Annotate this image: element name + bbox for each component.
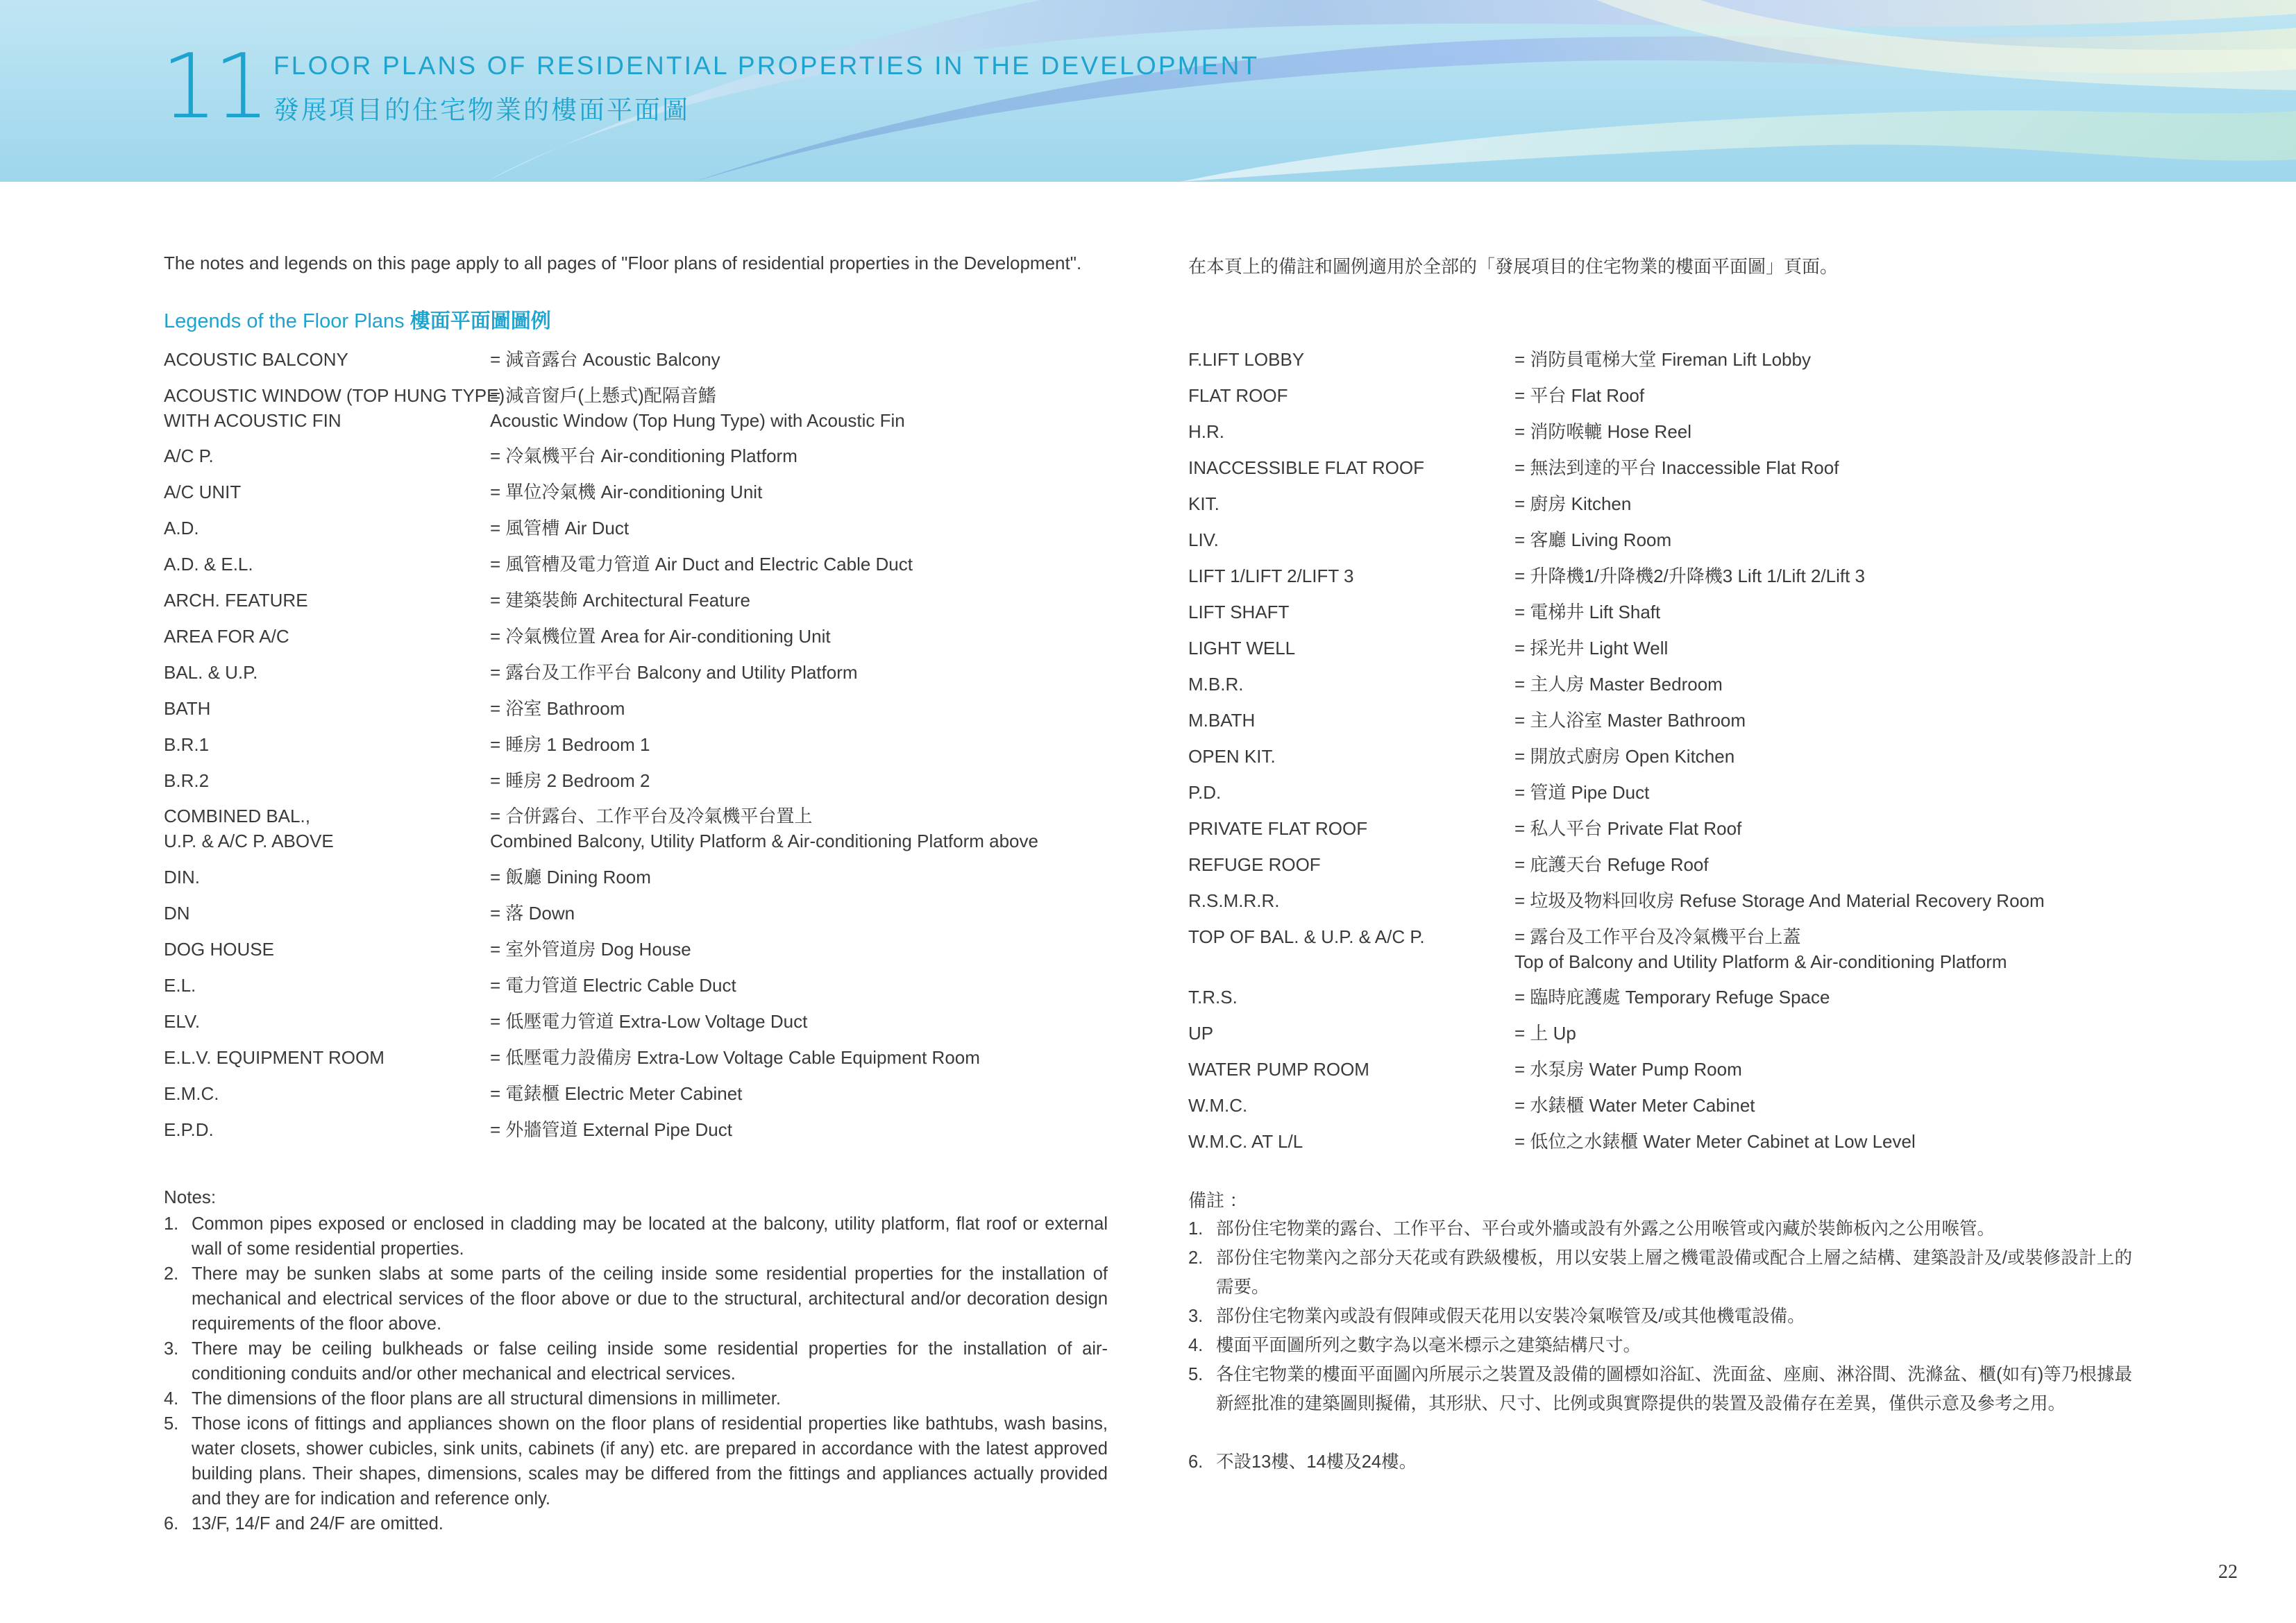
- legend-desc: = 水泵房 Water Pump Room: [1514, 1059, 1742, 1080]
- note-item: [164, 1386, 1108, 1411]
- legend-code: W.M.C.: [1188, 1095, 1248, 1116]
- legend-code: H.R.: [1188, 421, 1224, 442]
- legend-code: REFUGE ROOF: [1188, 854, 1321, 875]
- legend-desc: = 落 Down: [490, 903, 575, 924]
- legend-desc: = 廚房 Kitchen: [1514, 493, 1632, 514]
- legend-code: KIT.: [1188, 493, 1219, 514]
- legend-desc: = 上 Up: [1514, 1023, 1576, 1044]
- note-number: 3.: [164, 1339, 179, 1359]
- legend-code: BATH: [164, 698, 211, 719]
- legend-code: E.L.V. EQUIPMENT ROOM: [164, 1047, 385, 1068]
- legend-desc: = 低位之水錶櫃 Water Meter Cabinet at Low Level: [1514, 1131, 1916, 1152]
- legend-code: WATER PUMP ROOM: [1188, 1059, 1369, 1080]
- intro-text-zh: 在本頁上的備註和圖例適用於全部的「發展項目的住宅物業的樓面平面圖」頁面。: [1188, 256, 1839, 277]
- note-text: 各住宅物業的樓面平面圖內所展示之裝置及設備的圖標如浴缸、洗面盆、座廁、淋浴間、洗滌盆、櫃(如有)等乃根據最新經批准的建築圖則擬備，其形狀、尺寸、比例或與實際提供的裝置及設備存在差異，僅供示意及參考之用。: [1216, 1365, 2132, 1413]
- note-number: 5.: [164, 1414, 179, 1434]
- legend-code: E.M.C.: [164, 1083, 219, 1104]
- note-number: 6.: [164, 1514, 179, 1533]
- legend-desc: = 風管槽及電力管道 Air Duct and Electric Cable Duct: [490, 554, 913, 575]
- legend-heading: [164, 305, 551, 334]
- note-item: [164, 1212, 1108, 1261]
- legend-code: B.R.2: [164, 770, 210, 791]
- legend-desc: = 無法到達的平台 Inaccessible Flat Roof: [1514, 457, 1839, 478]
- legend-code: E.L.: [164, 975, 196, 996]
- legend-code: DIN.: [164, 867, 200, 887]
- note-item: [1188, 1447, 2132, 1477]
- section-number: 11: [161, 35, 266, 139]
- note-item: [164, 1261, 1108, 1336]
- legend-heading-zh: 樓面平面圖圖例: [410, 310, 551, 332]
- legend-desc: = 消防員電梯大堂 Fireman Lift Lobby: [1514, 349, 1811, 370]
- legend-desc: = 露台及工作平台 Balcony and Utility Platform: [490, 662, 858, 683]
- note-item: [1188, 1331, 2132, 1360]
- legend-code: A.D. & E.L.: [164, 554, 253, 575]
- note-number: 3.: [1188, 1307, 1204, 1326]
- legend-code: DN: [164, 903, 190, 924]
- note-item: [164, 1411, 1108, 1511]
- legend-desc: = 冷氣機位置 Area for Air-conditioning Unit: [490, 626, 831, 647]
- legend-code: ELV.: [164, 1011, 201, 1032]
- note-text: 部份住宅物業的露台、工作平台、平台或外牆或設有外露之公用喉管或內藏於裝飾板內之公用喉管。: [1216, 1219, 1995, 1239]
- legend-desc: = 睡房 1 Bedroom 1: [490, 734, 650, 755]
- note-number: 5.: [1188, 1365, 1204, 1384]
- note-text: There may be sunken slabs at some parts of the ceiling inside some residential properties for the installation of mechanical and electrical services of the floor above or due to the structural, architectural and/or decoration design requirements of the floor above.: [192, 1264, 1108, 1334]
- legend-code: ACOUSTIC WINDOW (TOP HUNG TYPE) WITH ACOUSTIC FIN: [164, 385, 505, 431]
- note-text: 部份住宅物業內或設有假陣或假天花用以安裝冷氣喉管及/或其他機電設備。: [1216, 1307, 1805, 1326]
- note-item: [1188, 1243, 2132, 1302]
- note-text: 13/F, 14/F and 24/F are omitted.: [192, 1514, 444, 1533]
- section-title-en: FLOOR PLANS OF RESIDENTIAL PROPERTIES IN THE DEVELOPMENT: [273, 51, 1260, 80]
- legend-desc: = 客廳 Living Room: [1514, 529, 1672, 550]
- notes-title-en: Notes:: [164, 1187, 217, 1207]
- legend-code: ACOUSTIC BALCONY: [164, 349, 348, 370]
- legend-code: A/C P.: [164, 445, 214, 466]
- legend-desc: = 睡房 2 Bedroom 2: [490, 770, 650, 791]
- legend-code: COMBINED BAL., U.P. & A/C P. ABOVE: [164, 806, 334, 851]
- legend-desc: = 外牆管道 External Pipe Duct: [490, 1119, 732, 1140]
- legend-desc: = 電錶櫃 Electric Meter Cabinet: [490, 1083, 743, 1104]
- section-title-zh: 發展項目的住宅物業的樓面平面圖: [273, 96, 690, 124]
- legend-desc: = 開放式廚房 Open Kitchen: [1514, 746, 1735, 767]
- legend-desc: = 電梯井 Lift Shaft: [1514, 602, 1661, 622]
- legend-code: T.R.S.: [1188, 987, 1238, 1008]
- legend-code: OPEN KIT.: [1188, 746, 1276, 767]
- legend-desc: = 升降機1/升降機2/升降機3 Lift 1/Lift 2/Lift 3: [1514, 566, 1866, 586]
- legend-desc: = 主人浴室 Master Bathroom: [1514, 710, 1746, 731]
- note-number: 4.: [1188, 1336, 1204, 1355]
- note-item: [164, 1511, 1108, 1536]
- intro-text-en: The notes and legends on this page apply to all pages of "Floor plans of residential properties in the Development".: [164, 253, 1082, 273]
- legend-desc: = 減音窗戶(上懸式)配隔音鰭 Acoustic Window (Top Hung Type) with Acoustic Fin: [490, 385, 905, 431]
- legend-desc: = 風管槽 Air Duct: [490, 518, 630, 538]
- legend-code: M.BATH: [1188, 710, 1256, 731]
- note-number: 1.: [164, 1214, 179, 1234]
- legend-desc: = 低壓電力設備房 Extra-Low Voltage Cable Equipment Room: [490, 1047, 980, 1068]
- legend-desc: = 露台及工作平台及冷氣機平台上蓋 Top of Balcony and Utility Platform & Air-conditioning Platform: [1514, 926, 2007, 972]
- legend-code: LIV.: [1188, 529, 1219, 550]
- legend-desc: = 浴室 Bathroom: [490, 698, 625, 719]
- legend-code: INACCESSIBLE FLAT ROOF: [1188, 457, 1425, 478]
- legend-desc: = 臨時庇護處 Temporary Refuge Space: [1514, 987, 1830, 1008]
- legend-code: LIFT 1/LIFT 2/LIFT 3: [1188, 566, 1354, 586]
- legend-code: M.B.R.: [1188, 674, 1244, 695]
- note-item: [164, 1336, 1108, 1386]
- note-text: 部份住宅物業內之部分天花或有跌級樓板，用以安裝上層之機電設備或配合上層之結構、建築設計及/或裝修設計上的需要。: [1216, 1248, 2132, 1297]
- legend-desc: = 室外管道房 Dog House: [490, 939, 691, 960]
- legend-code: F.LIFT LOBBY: [1188, 349, 1305, 370]
- note-text: 樓面平面圖所列之數字為以毫米標示之建築結構尺寸。: [1216, 1336, 1641, 1355]
- note-number: 2.: [1188, 1248, 1204, 1268]
- note-text: Common pipes exposed or enclosed in cladding may be located at the balcony, utility platform, flat roof or external wall of some residential properties.: [192, 1214, 1108, 1259]
- header-banner: [0, 0, 2296, 182]
- legend-code: W.M.C. AT L/L: [1188, 1131, 1303, 1152]
- legend-desc: = 垃圾及物料回收房 Refuse Storage And Material Recovery Room: [1514, 890, 2045, 911]
- legend-desc: = 建築裝飾 Architectural Feature: [490, 590, 750, 611]
- legend-heading-en: Legends of the Floor Plans: [164, 310, 405, 332]
- legend-code: R.S.M.R.R.: [1188, 890, 1280, 911]
- legend-desc: = 合併露台、工作平台及冷氣機平台置上 Combined Balcony, Utility Platform & Air-conditioning Platform above: [490, 806, 1038, 851]
- legend-code: A/C UNIT: [164, 482, 242, 502]
- note-text: The dimensions of the floor plans are all structural dimensions in millimeter.: [192, 1389, 781, 1409]
- legend-desc: = 採光井 Light Well: [1514, 638, 1669, 658]
- legend-code: UP: [1188, 1023, 1214, 1044]
- legend-code: AREA FOR A/C: [164, 626, 289, 647]
- note-item: [1188, 1360, 2132, 1447]
- legend-desc: = 冷氣機平台 Air-conditioning Platform: [490, 445, 797, 466]
- legend-desc: = 單位冷氣機 Air-conditioning Unit: [490, 482, 763, 502]
- legend-code: A.D.: [164, 518, 199, 538]
- legend-code: B.R.1: [164, 734, 210, 755]
- note-number: 1.: [1188, 1219, 1204, 1239]
- note-item: [1188, 1302, 2132, 1331]
- legend-desc: = 平台 Flat Roof: [1514, 385, 1645, 406]
- legend-code: ARCH. FEATURE: [164, 590, 308, 611]
- legend-code: LIFT SHAFT: [1188, 602, 1290, 622]
- note-text: 不設13樓、14樓及24樓。: [1216, 1452, 1417, 1472]
- legend-desc: = 消防喉轆 Hose Reel: [1514, 421, 1692, 442]
- legend-desc: = 電力管道 Electric Cable Duct: [490, 975, 736, 996]
- page-number: 22: [2218, 1561, 2238, 1583]
- notes-title-zh: 備註 ：: [1188, 1190, 1248, 1211]
- legend-desc: = 主人房 Master Bedroom: [1514, 674, 1723, 695]
- legend-code: LIGHT WELL: [1188, 638, 1296, 658]
- legend-desc: = 管道 Pipe Duct: [1514, 782, 1650, 803]
- legend-desc: = 減音露台 Acoustic Balcony: [490, 349, 720, 370]
- legend-code: BAL. & U.P.: [164, 662, 258, 683]
- legend-desc: = 水錶櫃 Water Meter Cabinet: [1514, 1095, 1755, 1116]
- note-text: Those icons of fittings and appliances shown on the floor plans of residential properties like bathtubs, wash basins, water closets, shower cubicles, sink units, cabinets (if any) etc. are prepared in accordance with the latest approved building plans. Their shapes, dimensions, scales may be differed from the fittings and appliances actually provided and they are for indication and reference only.: [192, 1414, 1108, 1509]
- note-number: 2.: [164, 1264, 179, 1284]
- note-number: 4.: [164, 1389, 179, 1409]
- legend-code: PRIVATE FLAT ROOF: [1188, 818, 1368, 839]
- legend-code: P.D.: [1188, 782, 1222, 803]
- note-text: There may be ceiling bulkheads or false ceiling inside some residential properties for the installation of air-conditioning conduits and/or other mechanical and electrical services.: [192, 1339, 1108, 1384]
- legend-desc: = 私人平台 Private Flat Roof: [1514, 818, 1742, 839]
- legend-code: TOP OF BAL. & U.P. & A/C P.: [1188, 926, 1425, 947]
- legend-code: FLAT ROOF: [1188, 385, 1288, 406]
- legend-code: E.P.D.: [164, 1119, 214, 1140]
- legend-desc: = 庇護天台 Refuge Roof: [1514, 854, 1709, 875]
- legend-desc: = 低壓電力管道 Extra-Low Voltage Duct: [490, 1011, 808, 1032]
- legend-code: DOG HOUSE: [164, 939, 274, 960]
- note-item: [1188, 1214, 2132, 1243]
- note-number: 6.: [1188, 1452, 1204, 1472]
- legend-desc: = 飯廳 Dining Room: [490, 867, 651, 887]
